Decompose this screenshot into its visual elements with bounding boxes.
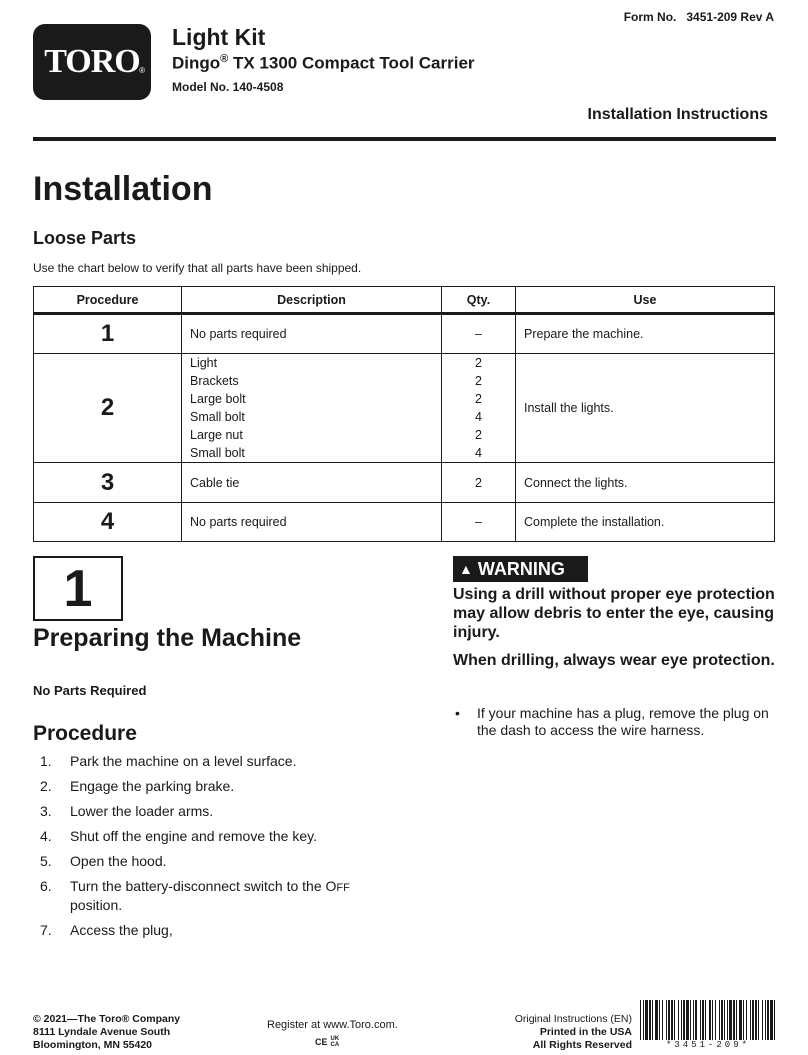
step-text-smallcaps: FF xyxy=(336,882,350,894)
qty-line: 2 xyxy=(475,374,482,388)
list-item xyxy=(40,828,390,845)
step-text-part: Turn the battery-disconnect switch to the O xyxy=(70,878,337,894)
use-cell: Connect the lights. xyxy=(516,463,775,503)
procedure-cell: 3 xyxy=(34,463,182,503)
table-row xyxy=(34,463,775,503)
col-header-use: Use xyxy=(516,287,775,314)
register-link[interactable]: Register at www.Toro.com. xyxy=(267,1019,398,1031)
step-num: 7. xyxy=(40,922,52,938)
step-num: 3. xyxy=(40,803,52,819)
ukca-mark xyxy=(331,1036,340,1048)
loose-parts-intro: Use the chart below to verify that all parts have been shipped. xyxy=(33,261,362,275)
document-type: Installation Instructions xyxy=(587,106,768,123)
address-line-2: Bloomington, MN 55420 xyxy=(33,1039,153,1051)
warning-triangle-icon: ▲ xyxy=(459,561,473,577)
use-cell: Complete the installation. xyxy=(516,503,775,542)
address-line-1: 8111 Lyndale Avenue South xyxy=(33,1026,171,1038)
barcode-text: *3451-209* xyxy=(665,1040,750,1050)
list-item xyxy=(40,853,390,870)
step-text: Access the plug, xyxy=(70,922,173,938)
list-item xyxy=(40,778,390,795)
col-header-description: Description xyxy=(182,287,442,314)
procedure-cell: 2 xyxy=(34,354,182,463)
footer-company xyxy=(33,1013,180,1052)
original-instructions: Original Instructions (EN) xyxy=(514,1013,632,1025)
table-header-row xyxy=(34,287,775,314)
product-title: Light Kit xyxy=(172,24,266,50)
procedure-cell: 1 xyxy=(34,314,182,354)
list-item xyxy=(40,922,390,939)
product-subtitle-rest: TX 1300 Compact Tool Carrier xyxy=(228,53,475,73)
header-rule xyxy=(33,137,776,141)
step-title: Preparing the Machine xyxy=(33,624,302,652)
certification-marks xyxy=(315,1036,339,1048)
loose-parts-table xyxy=(33,286,775,542)
description-line: Small bolt xyxy=(190,446,245,460)
step-number-box: 1 xyxy=(33,556,123,621)
col-header-qty: Qty. xyxy=(442,287,516,314)
step-text: Engage the parking brake. xyxy=(70,778,235,794)
step-num: 6. xyxy=(40,878,52,894)
warning-instruction: When drilling, always wear eye protection. xyxy=(453,652,775,669)
qty-line: 2 xyxy=(475,356,482,370)
col-header-procedure: Procedure xyxy=(34,287,182,314)
ce-mark: CE xyxy=(315,1037,328,1047)
ukca-top: UK xyxy=(330,1036,340,1042)
step-text-part: position. xyxy=(70,897,123,913)
list-item xyxy=(40,753,390,770)
description-cell: No parts required xyxy=(182,503,442,542)
procedure-heading: Procedure xyxy=(33,722,137,745)
description-line: Brackets xyxy=(190,374,239,388)
description-cell xyxy=(182,354,442,463)
form-number: Form No. 3451-209 Rev A xyxy=(623,10,774,24)
warning-label-text: WARNING xyxy=(477,558,565,579)
product-subtitle xyxy=(172,53,475,74)
bullet-icon: • xyxy=(455,705,460,721)
description-cell: No parts required xyxy=(182,314,442,354)
warning-label xyxy=(453,556,588,582)
warning-text: Using a drill without proper eye protection may allow debris to enter the eye, causing injury. xyxy=(453,586,775,641)
step-num: 4. xyxy=(40,828,52,844)
product-subtitle-reg: ® xyxy=(220,53,229,65)
barcode xyxy=(640,1000,776,1040)
step-text xyxy=(70,878,390,914)
step-text: Shut off the engine and remove the key. xyxy=(70,828,317,844)
qty-line: 2 xyxy=(475,392,482,406)
table-row xyxy=(34,503,775,542)
section-heading-installation: Installation xyxy=(33,170,213,208)
procedure-list xyxy=(40,753,390,947)
step-text: Park the machine on a level surface. xyxy=(70,753,297,769)
footer-legal xyxy=(515,1013,632,1052)
description-line: Large nut xyxy=(190,428,243,442)
product-subtitle-name: Dingo xyxy=(172,53,221,73)
bullet-text: If your machine has a plug, remove the plug on the dash to access the wire harness. xyxy=(477,705,769,738)
list-item xyxy=(40,803,390,820)
no-parts-required: No Parts Required xyxy=(33,683,147,698)
description-line: Small bolt xyxy=(190,410,245,424)
step-num: 1. xyxy=(40,753,52,769)
printed-in: Printed in the USA xyxy=(539,1026,632,1038)
step-text: Lower the loader arms. xyxy=(70,803,214,819)
toro-logo xyxy=(33,24,151,100)
qty-cell xyxy=(442,354,516,463)
logo-registered-mark: ® xyxy=(139,66,145,75)
description-line: Large bolt xyxy=(190,392,246,406)
qty-line: 4 xyxy=(475,410,482,424)
loose-parts-heading: Loose Parts xyxy=(33,228,137,248)
all-rights-reserved: All Rights Reserved xyxy=(532,1039,632,1051)
use-cell: Prepare the machine. xyxy=(516,314,775,354)
step-text: Open the hood. xyxy=(70,853,167,869)
step-num: 2. xyxy=(40,778,52,794)
ukca-bottom: CA xyxy=(330,1042,340,1048)
model-number: Model No. 140-4508 xyxy=(172,80,284,94)
copyright: © 2021—The Toro® Company xyxy=(33,1013,181,1025)
description-line: Light xyxy=(190,356,218,370)
qty-cell: 2 xyxy=(442,463,516,503)
qty-cell: – xyxy=(442,314,516,354)
logo-text: TORO xyxy=(44,43,140,80)
qty-line: 2 xyxy=(475,428,482,442)
procedure-cell: 4 xyxy=(34,503,182,542)
qty-cell: – xyxy=(442,503,516,542)
use-cell: Install the lights. xyxy=(516,354,775,463)
qty-line: 4 xyxy=(475,446,482,460)
description-cell: Cable tie xyxy=(182,463,442,503)
list-item xyxy=(40,878,390,914)
table-row xyxy=(34,354,775,463)
step-num: 5. xyxy=(40,853,52,869)
bullet-item xyxy=(453,705,778,739)
table-row xyxy=(34,314,775,354)
